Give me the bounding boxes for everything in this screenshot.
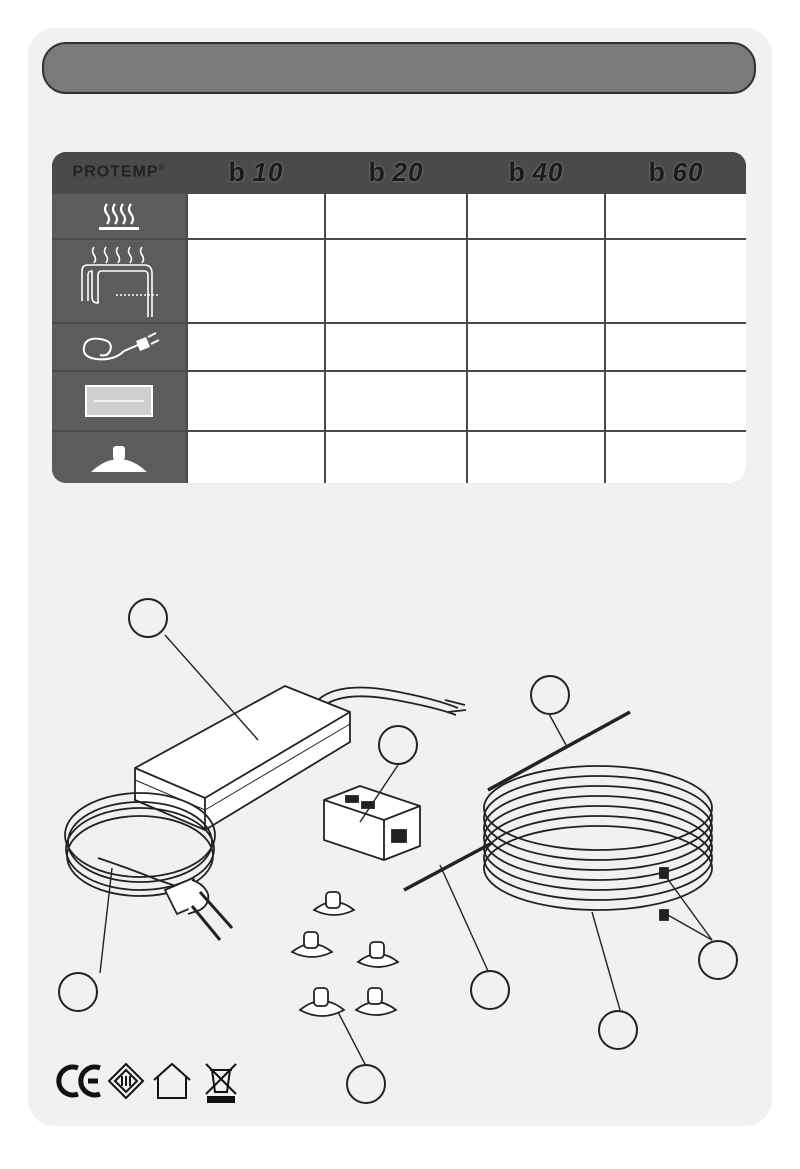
model-prefix: b <box>648 156 666 187</box>
callout-power-plug <box>58 972 98 1012</box>
transformer <box>135 686 350 830</box>
model-number: 60 <box>672 156 704 187</box>
model-number: 20 <box>392 156 424 187</box>
certification-marks <box>50 1058 250 1104</box>
protection-class-iii-icon <box>109 1064 143 1098</box>
callout-terminal-connector <box>378 725 418 765</box>
callout-suction-cups <box>346 1064 386 1104</box>
callout-heating-coil <box>598 1010 638 1050</box>
ce-mark-icon <box>59 1067 100 1095</box>
model-prefix: b <box>508 156 526 187</box>
model-number: 40 <box>532 156 564 187</box>
callout-markers <box>698 940 738 980</box>
brand-mark: ® <box>158 162 166 172</box>
callout-transformer <box>128 598 168 638</box>
indoor-use-icon <box>154 1064 190 1098</box>
brand-suffix: TEMP <box>110 163 159 181</box>
callout-cold-lead <box>470 970 510 1010</box>
callout-cable-end <box>530 675 570 715</box>
brand-prefix: PRO <box>72 163 111 181</box>
suction-cups <box>292 892 398 1016</box>
weee-bin-icon <box>206 1064 236 1102</box>
power-plug <box>165 878 232 940</box>
terminal-connector <box>324 786 420 860</box>
model-prefix: b <box>368 156 386 187</box>
model-prefix: b <box>228 156 246 187</box>
model-number: 10 <box>252 156 284 187</box>
